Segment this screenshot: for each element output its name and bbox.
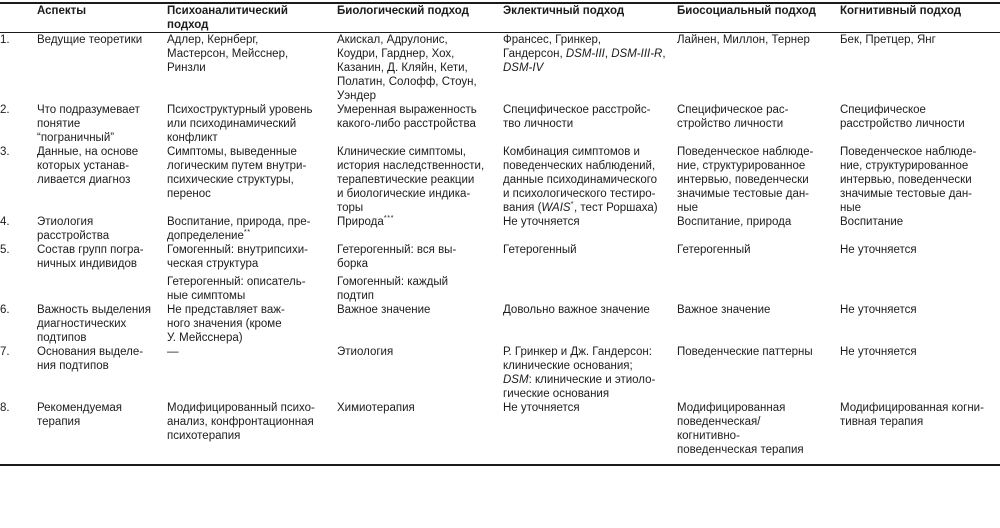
aspect-cell [37, 103, 167, 145]
cell-paragraph: Специфическое расстройс- тво личности [503, 104, 651, 130]
cell-paragraph: Природа*** [337, 213, 394, 228]
cell-paragraph: Гомогенный: каждый подтип [337, 276, 449, 302]
column-header [503, 3, 677, 33]
table-cell [677, 215, 840, 243]
cell-paragraph: Гетерогенный: описатель- ные симптомы [167, 276, 306, 302]
table-cell [840, 103, 1000, 145]
cell-paragraph: Довольно важное значение [503, 304, 650, 316]
cell-paragraph: Психоструктурный уровень или психодинамический конфликт [167, 104, 313, 144]
table-cell [167, 215, 337, 243]
table-cell [840, 345, 1000, 401]
cell-paragraph: Р. Гринкер и Дж. Гандерсон: клинические основания; DSM: клинические и этиоло- гические основания [503, 346, 656, 400]
table-row [0, 103, 1000, 145]
table-cell [840, 243, 1000, 303]
table-row [0, 215, 1000, 243]
table-cell [337, 243, 503, 303]
table-row [0, 345, 1000, 401]
cell-paragraph: Поведенческое наблюде- ние, структурированное интервью, поведенчески значимые тестовые дан- ные [840, 146, 977, 214]
table-cell [337, 145, 503, 215]
table-cell [337, 345, 503, 401]
row-number: 5. [0, 244, 10, 256]
table-cell [677, 33, 840, 104]
table-row [0, 33, 1000, 104]
cell-paragraph: Бек, Претцер, Янг [840, 34, 936, 46]
cell-paragraph: Гетерогенный: вся вы- борка [337, 244, 457, 270]
table-cell [677, 145, 840, 215]
cell-paragraph: Когнитивный подход [840, 5, 962, 17]
row-number: 3. [0, 146, 10, 158]
cell-paragraph: Психоаналитический подход [167, 5, 288, 31]
aspect-cell [37, 145, 167, 215]
table-cell [503, 103, 677, 145]
cell-paragraph: Акискал, Адрулонис, Коудри, Гарднер, Хох, Казанин, Д. Кляйн, Кети, Полатин, Солофф, Стоун, Уэндер [337, 34, 477, 102]
column-header [677, 3, 840, 33]
cell-paragraph: Основания выделе- ния подтипов [37, 346, 144, 372]
cell-paragraph: Клинические симптомы, история наследственности, терапевтические реакции и биологические индика- торы [337, 146, 485, 214]
table-body [0, 33, 1000, 466]
cell-paragraph: Не уточняется [840, 346, 917, 358]
table-cell [337, 215, 503, 243]
cell-paragraph: Важное значение [337, 304, 431, 316]
table-cell [503, 243, 677, 303]
table-cell [503, 215, 677, 243]
cell-paragraph: Ведущие теоретики [37, 34, 143, 46]
aspect-cell [37, 215, 167, 243]
cell-paragraph: Этиология [337, 346, 394, 358]
table-cell [503, 145, 677, 215]
cell-paragraph: Умеренная выраженность какого-либо расстройства [337, 104, 477, 130]
table-cell [337, 303, 503, 345]
table-row [0, 303, 1000, 345]
table-cell [167, 401, 337, 465]
cell-paragraph: Что подразумевает понятие “пограничный” [37, 104, 140, 144]
table-cell [677, 303, 840, 345]
aspect-cell [37, 303, 167, 345]
table-cell [337, 401, 503, 465]
table-cell [167, 243, 337, 303]
cell-paragraph: Важное значение [677, 304, 771, 316]
comparison-table [0, 2, 1000, 466]
table-cell [503, 345, 677, 401]
aspect-cell [37, 401, 167, 465]
table-cell [840, 145, 1000, 215]
cell-paragraph: Симптомы, выведенные логическим путем внутри- психические структуры, перенос [167, 146, 307, 200]
cell-paragraph: Важность выделения диагностических подтипов [37, 304, 151, 344]
cell-paragraph: Модифицированная когни- тивная терапия [840, 402, 984, 428]
row-number: 6. [0, 304, 10, 316]
aspect-cell [37, 243, 167, 303]
column-header [337, 3, 503, 33]
table-cell [167, 345, 337, 401]
cell-paragraph: Гетерогенный [503, 244, 577, 256]
cell-paragraph: Этиология расстройства [37, 216, 110, 242]
table-cell [337, 103, 503, 145]
table-header [0, 3, 1000, 33]
cell-paragraph: Модифицированный психо- анализ, конфронтационная психотерапия [167, 402, 315, 442]
table-cell [167, 103, 337, 145]
cell-paragraph: Лайнен, Миллон, Тернер [677, 34, 810, 46]
table-cell [503, 33, 677, 104]
document-table-page [0, 2, 1000, 528]
cell-paragraph: Не уточняется [503, 216, 580, 228]
table-cell [677, 345, 840, 401]
cell-paragraph: Не представляет важ- ного значения (кроме У. Мейсснера) [167, 304, 285, 344]
row-number: 7. [0, 346, 10, 358]
cell-paragraph: Воспитание, природа [677, 216, 792, 228]
cell-paragraph: Биосоциальный подход [677, 5, 816, 17]
column-header [840, 3, 1000, 33]
table-cell [840, 33, 1000, 104]
column-header [167, 3, 337, 33]
cell-paragraph: Данные, на основе которых устанав- ливается диагноз [37, 146, 139, 186]
table-cell [677, 103, 840, 145]
header-number-column [0, 3, 37, 33]
cell-paragraph: Франсес, Гринкер, Гандерсон, DSM-III, DSM-III-R, DSM-IV [503, 34, 666, 74]
cell-paragraph: Комбинация симптомов и поведенческих наблюдений, данные психодинамического и психологического тестиро- вания (WAIS*, тест Роршаха) [503, 146, 658, 214]
header-row [0, 3, 1000, 33]
row-number: 8. [0, 402, 10, 414]
table-cell [167, 303, 337, 345]
cell-paragraph: Рекомендуемая терапия [37, 402, 123, 428]
cell-paragraph: Гомогенный: внутрипсихи- ческая структура [167, 244, 308, 270]
cell-paragraph: Воспитание, природа, пре- допределение** [167, 216, 311, 242]
table-cell [840, 215, 1000, 243]
cell-paragraph: Адлер, Кернберг, Мастерсон, Мейсснер, Ринзли [167, 34, 289, 74]
aspect-cell [37, 33, 167, 104]
cell-paragraph: Биологический подход [337, 5, 469, 17]
cell-paragraph: Специфическое расстройство личности [840, 104, 965, 130]
cell-paragraph: — [167, 346, 179, 358]
table-cell [167, 145, 337, 215]
cell-paragraph: Специфическое рас- стройство личности [677, 104, 789, 130]
cell-paragraph: Не уточняется [840, 304, 917, 316]
table-row [0, 145, 1000, 215]
cell-paragraph: Не уточняется [503, 402, 580, 414]
cell-paragraph: Воспитание [840, 216, 904, 228]
table-cell [840, 303, 1000, 345]
table-cell [677, 401, 840, 465]
cell-paragraph: Не уточняется [840, 244, 917, 256]
cell-paragraph: Модифицированная поведенческая/ когнитивно- поведенческая терапия [677, 402, 804, 456]
cell-paragraph: Состав групп погра- ничных индивидов [37, 244, 144, 270]
row-number: 1. [0, 34, 10, 46]
cell-paragraph: Гетерогенный [677, 244, 751, 256]
column-header [37, 3, 167, 33]
row-number: 2. [0, 104, 10, 116]
table-cell [167, 33, 337, 104]
cell-paragraph: Аспекты [37, 5, 87, 17]
table-cell [503, 401, 677, 465]
aspect-cell [37, 345, 167, 401]
table-cell [677, 243, 840, 303]
table-row [0, 243, 1000, 303]
table-cell [503, 303, 677, 345]
cell-paragraph: Поведенческое наблюде- ние, структурированное интервью, поведенчески значимые тестовые дан- ные [677, 146, 814, 214]
cell-paragraph: Поведенческие паттерны [677, 346, 813, 358]
cell-paragraph: Эклектичный подход [503, 5, 625, 17]
table-cell [337, 33, 503, 104]
cell-paragraph: Химиотерапия [337, 402, 415, 414]
table-cell [840, 401, 1000, 465]
table-row [0, 401, 1000, 465]
row-number: 4. [0, 216, 10, 228]
